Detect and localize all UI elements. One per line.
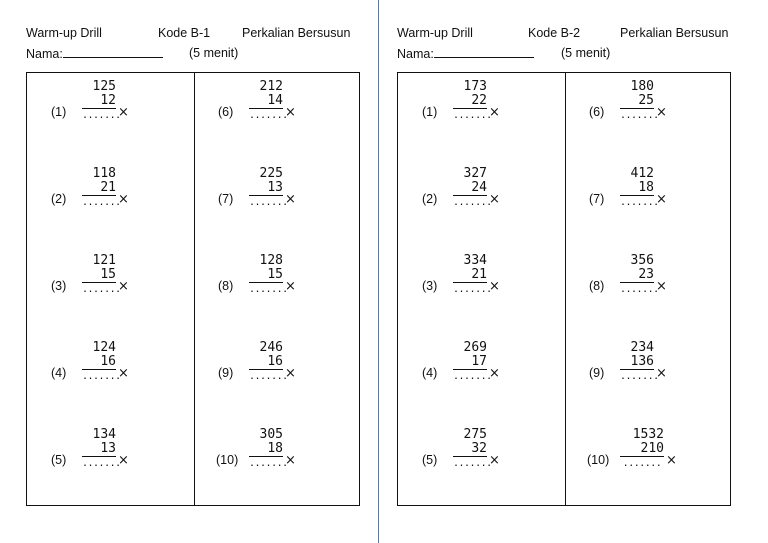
multiplicand: 121 [92,253,116,268]
multiplicand: 275 [463,427,487,442]
answer-blank[interactable]: ....... [82,458,121,469]
multiplicand: 327 [463,166,487,181]
multiplicand: 128 [259,253,283,268]
multiplier: 25 [620,94,654,109]
answer-blank[interactable]: ....... [249,458,288,469]
multiplication-stack [620,253,659,297]
multiplier: 32 [453,442,487,457]
multiplicand: 269 [463,340,487,355]
multiplicand: 125 [92,79,116,94]
problem-item [565,427,715,487]
multiplication-stack [453,79,492,123]
multiplier: 21 [453,268,487,283]
problem-number: (10) [216,453,239,467]
answer-blank[interactable]: ....... [620,197,659,208]
answer-blank[interactable]: ....... [82,110,121,121]
multiplicand: 334 [463,253,487,268]
answer-blank[interactable]: ....... [620,110,659,121]
multiply-sign: × [118,192,129,207]
problem-number: (5) [51,453,67,467]
multiplier: 14 [249,94,283,109]
problem-item [398,166,548,226]
multiplier: 23 [620,268,654,283]
problem-box [397,72,731,506]
answer-blank[interactable]: ....... [82,284,121,295]
multiplication-stack [82,166,121,210]
name-blank[interactable] [63,46,163,58]
problem-number: (2) [51,192,67,206]
multiplicand: 173 [463,79,487,94]
sheet-topic: Perkalian Bersusun [242,26,351,40]
multiplication-stack [249,340,288,384]
answer-blank[interactable]: ....... [249,371,288,382]
time-limit: (5 menit) [561,46,611,60]
answer-blank[interactable]: ....... [622,458,662,469]
problem-number: (2) [422,192,438,206]
multiplicand: 234 [630,340,654,355]
multiplier: 15 [249,268,283,283]
answer-blank[interactable]: ....... [453,110,492,121]
problem-item [398,253,548,313]
problem-number: (5) [422,453,438,467]
time-limit: (5 menit) [189,46,239,60]
multiplier: 18 [249,442,283,457]
problem-number: (8) [589,279,605,293]
answer-blank[interactable]: ....... [82,371,121,382]
name-label: Nama: [26,47,63,61]
multiply-sign: × [285,279,296,294]
answer-blank[interactable]: ....... [249,110,288,121]
multiplication-stack [249,79,288,123]
name-blank[interactable] [434,46,534,58]
problem-item [27,253,177,313]
multiplicand: 225 [259,166,283,181]
multiply-sign: × [656,279,667,294]
problem-column-right [194,73,361,505]
multiplication-stack [249,427,288,471]
multiplier: 210 [620,442,664,457]
multiplier: 15 [82,268,116,283]
answer-blank[interactable]: ....... [249,284,288,295]
multiply-sign: × [118,453,129,468]
problem-item [194,253,344,313]
problem-item [398,79,548,139]
problem-column-left [27,73,195,505]
multiplication-stack [82,79,121,123]
answer-blank[interactable]: ....... [620,284,659,295]
multiplier: 16 [82,355,116,370]
name-label: Nama: [397,47,434,61]
multiplier: 17 [453,355,487,370]
problem-item [27,166,177,226]
multiply-sign: × [656,192,667,207]
multiply-sign: × [285,105,296,120]
answer-blank[interactable]: ....... [453,371,492,382]
problem-number: (8) [218,279,234,293]
problem-item [194,427,344,487]
multiplicand: 118 [92,166,116,181]
worksheet-b1 [26,0,371,543]
problem-number: (4) [422,366,438,380]
multiplication-stack [82,427,121,471]
multiply-sign: × [118,366,129,381]
problem-number: (3) [422,279,438,293]
multiplication-stack [82,253,121,297]
problem-item [27,79,177,139]
multiplication-stack [453,427,492,471]
answer-blank[interactable]: ....... [453,284,492,295]
problem-column-right [565,73,732,505]
multiply-sign: × [489,192,500,207]
multiply-sign: × [666,453,677,468]
answer-blank[interactable]: ....... [620,371,659,382]
problem-item [194,166,344,226]
page-divider [378,0,379,543]
problem-number: (3) [51,279,67,293]
multiplicand: 412 [630,166,654,181]
problem-number: (9) [589,366,605,380]
multiply-sign: × [656,105,667,120]
problem-item [398,427,548,487]
multiplication-stack [620,340,659,384]
multiply-sign: × [489,453,500,468]
multiplicand: 212 [259,79,283,94]
problem-item [27,427,177,487]
problem-number: (9) [218,366,234,380]
problem-number: (10) [587,453,610,467]
problem-number: (7) [218,192,234,206]
sheet-topic: Perkalian Bersusun [620,26,729,40]
multiplication-stack [82,340,121,384]
answer-blank[interactable]: ....... [453,458,492,469]
multiplication-stack [620,427,664,471]
problem-number: (6) [218,105,234,119]
sheet-code: Kode B-2 [528,26,581,40]
problem-item [27,340,177,400]
multiplication-stack [453,340,492,384]
multiplicand: 356 [630,253,654,268]
multiplication-stack [620,166,659,210]
answer-blank[interactable]: ....... [82,197,121,208]
multiplier: 21 [82,181,116,196]
problem-number: (7) [589,192,605,206]
problem-item [194,79,344,139]
multiplier: 13 [249,181,283,196]
multiplicand: 180 [630,79,654,94]
multiplication-stack [620,79,659,123]
problem-number: (4) [51,366,67,380]
problem-number: (1) [422,105,438,119]
multiplicand: 124 [92,340,116,355]
multiplication-stack [453,253,492,297]
multiply-sign: × [118,105,129,120]
problem-number: (6) [589,105,605,119]
name-field[interactable] [397,46,534,62]
multiplier: 136 [620,355,654,370]
multiply-sign: × [118,279,129,294]
problem-box [26,72,360,506]
multiplicand: 134 [92,427,116,442]
worksheet-b2 [397,0,742,543]
multiply-sign: × [489,105,500,120]
problem-item [565,253,715,313]
multiplicand: 246 [259,340,283,355]
multiplier: 22 [453,94,487,109]
answer-blank[interactable]: ....... [453,197,492,208]
multiply-sign: × [285,366,296,381]
multiply-sign: × [489,279,500,294]
multiplier: 18 [620,181,654,196]
name-field[interactable] [26,46,163,62]
problem-number: (1) [51,105,67,119]
problem-item [194,340,344,400]
problem-item [565,79,715,139]
sheet-title: Warm-up Drill [26,26,102,40]
multiplication-stack [453,166,492,210]
multiplier: 13 [82,442,116,457]
multiplication-stack [249,166,288,210]
multiplicand: 305 [259,427,283,442]
problem-column-left [398,73,566,505]
problem-item [565,340,715,400]
multiplicand: 1532 [632,427,664,442]
multiply-sign: × [285,192,296,207]
multiply-sign: × [656,366,667,381]
multiply-sign: × [489,366,500,381]
sheet-code: Kode B-1 [158,26,211,40]
multiplier: 16 [249,355,283,370]
multiplier: 24 [453,181,487,196]
answer-blank[interactable]: ....... [249,197,288,208]
multiplier: 12 [82,94,116,109]
sheet-title: Warm-up Drill [397,26,473,40]
multiply-sign: × [285,453,296,468]
problem-item [565,166,715,226]
multiplication-stack [249,253,288,297]
problem-item [398,340,548,400]
